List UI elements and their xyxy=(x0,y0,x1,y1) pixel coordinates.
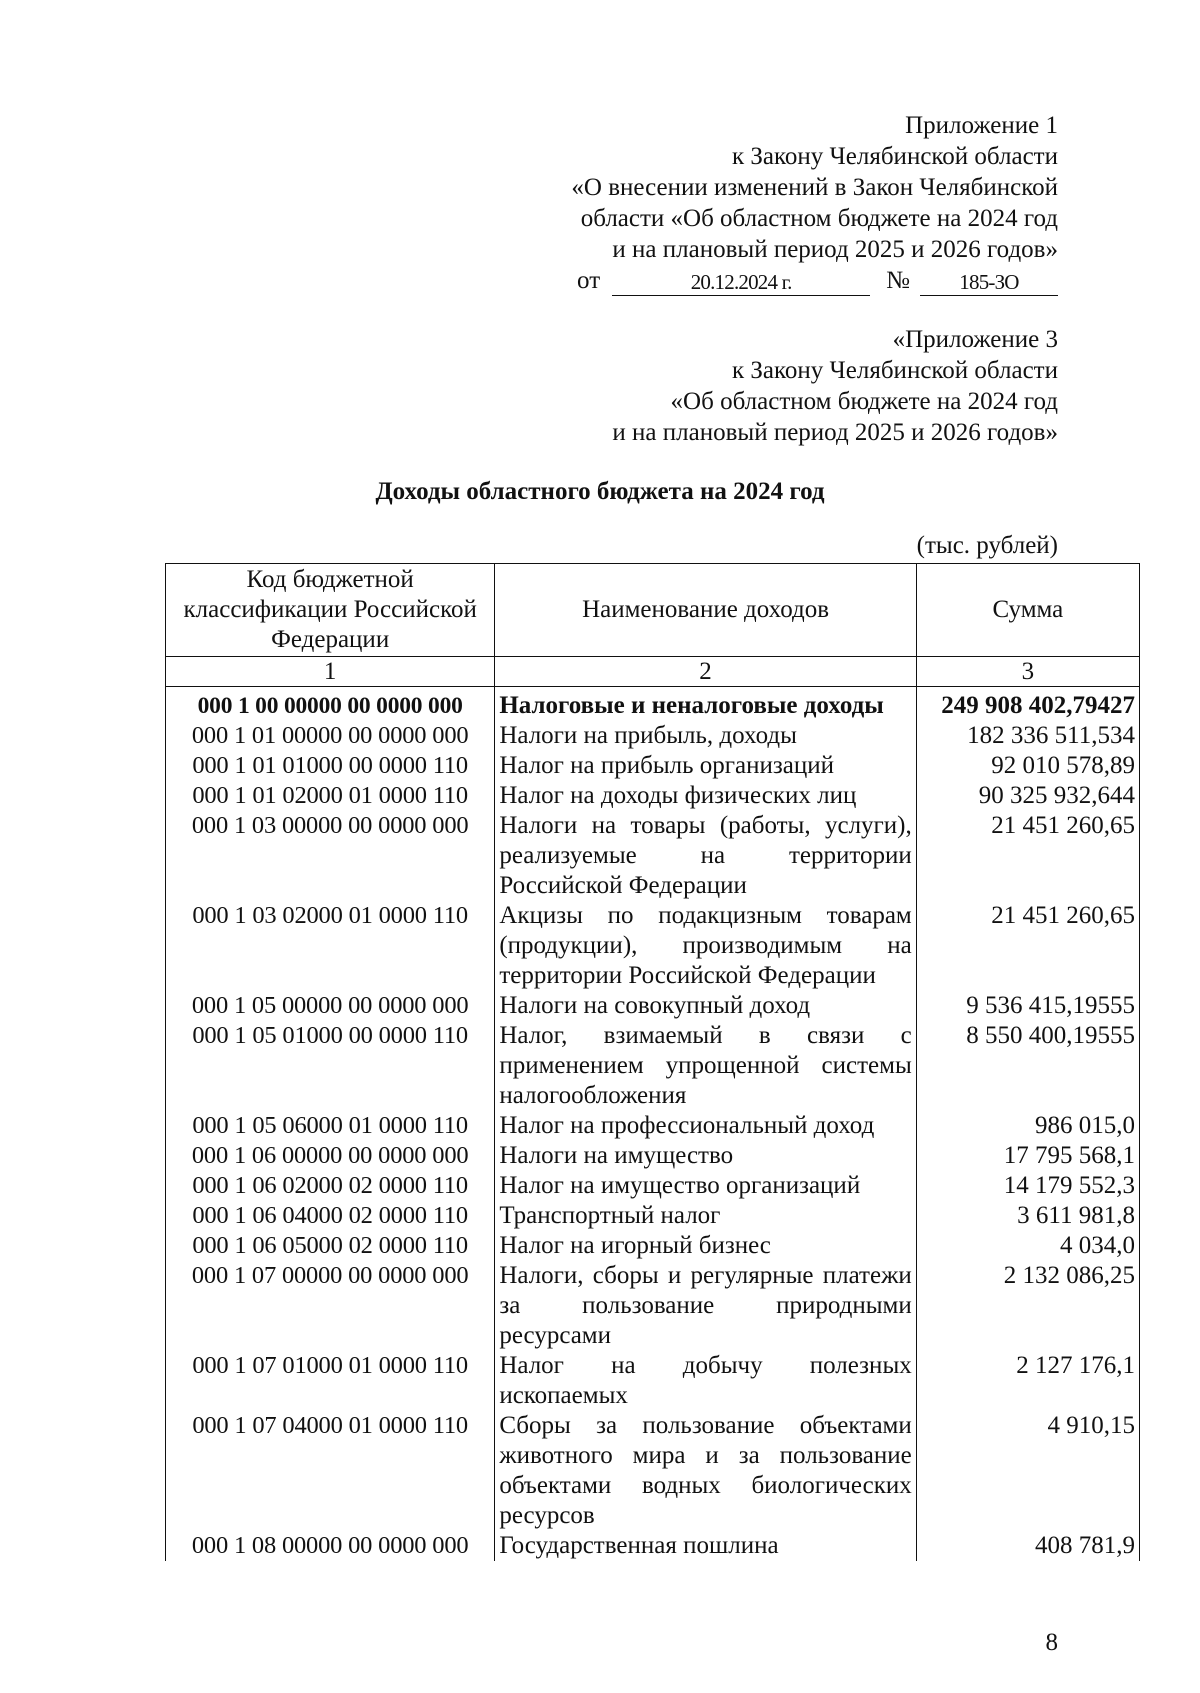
law-date: 20.12.2024 г. xyxy=(612,269,870,296)
appendix1-line: «О внесении изменений в Закон Челябинской xyxy=(571,174,1058,201)
appendix3-line: и на плановый период 2025 и 2026 годов» xyxy=(612,419,1058,446)
income-table xyxy=(165,563,1140,1561)
appendix1-line: Приложение 1 xyxy=(905,112,1058,139)
appendix3-header xyxy=(612,324,1058,448)
appendix1-line: и на плановый период 2025 и 2026 годов» xyxy=(612,236,1058,263)
row-sum: 4 034,0 xyxy=(916,1231,1139,1261)
table-row xyxy=(166,1351,1140,1411)
column-number: 2 xyxy=(495,657,916,687)
from-label: от xyxy=(577,267,601,294)
table-row xyxy=(166,1141,1140,1171)
column-number: 1 xyxy=(166,657,495,687)
table-row xyxy=(166,991,1140,1021)
table-row xyxy=(166,1111,1140,1141)
row-code: 000 1 03 00000 00 0000 000 xyxy=(166,811,495,901)
row-sum: 21 451 260,65 xyxy=(916,811,1139,901)
row-name: Налоги на имущество xyxy=(495,1141,916,1171)
table-row xyxy=(166,1171,1140,1201)
row-code: 000 1 06 02000 02 0000 110 xyxy=(166,1171,495,1201)
table-row xyxy=(166,811,1140,901)
number-label: № xyxy=(886,267,910,294)
table-header-row xyxy=(166,564,1140,657)
appendix1-line: к Закону Челябинской области xyxy=(732,143,1058,170)
appendix3-line: «Приложение 3 xyxy=(892,326,1058,353)
table-row xyxy=(166,901,1140,991)
row-sum: 986 015,0 xyxy=(916,1111,1139,1141)
header-sum: Сумма xyxy=(916,564,1139,657)
table-row xyxy=(166,751,1140,781)
row-name: Налоговые и неналоговые доходы xyxy=(495,687,916,722)
row-sum: 182 336 511,534 xyxy=(916,721,1139,751)
row-code: 000 1 01 00000 00 0000 000 xyxy=(166,721,495,751)
appendix1-line: области «Об областном бюджете на 2024 год xyxy=(580,205,1058,232)
row-sum: 249 908 402,79427 xyxy=(916,687,1139,722)
row-code: 000 1 01 01000 00 0000 110 xyxy=(166,751,495,781)
row-sum: 17 795 568,1 xyxy=(916,1141,1139,1171)
table-row xyxy=(166,1231,1140,1261)
row-name: Налог, взимаемый в связи с применением упрощенной системы налогообложения xyxy=(495,1021,916,1111)
row-code: 000 1 07 04000 01 0000 110 xyxy=(166,1411,495,1531)
row-sum: 4 910,15 xyxy=(916,1411,1139,1531)
appendix3-line: «Об областном бюджете на 2024 год xyxy=(670,388,1058,415)
row-name: Налоги на совокупный доход xyxy=(495,991,916,1021)
row-sum: 408 781,9 xyxy=(916,1531,1139,1561)
row-code: 000 1 06 05000 02 0000 110 xyxy=(166,1231,495,1261)
column-number: 3 xyxy=(916,657,1139,687)
row-name: Налоги на товары (работы, услуги), реализуемые на территории Российской Федерации xyxy=(495,811,916,901)
table-row xyxy=(166,1021,1140,1111)
table-row xyxy=(166,1261,1140,1351)
row-name: Транспортный налог xyxy=(495,1201,916,1231)
row-sum: 2 127 176,1 xyxy=(916,1351,1139,1411)
row-name: Государственная пошлина xyxy=(495,1531,916,1561)
row-sum: 21 451 260,65 xyxy=(916,901,1139,991)
row-sum: 8 550 400,19555 xyxy=(916,1021,1139,1111)
row-name: Налоги, сборы и регулярные платежи за пользование природными ресурсами xyxy=(495,1261,916,1351)
row-code: 000 1 06 00000 00 0000 000 xyxy=(166,1141,495,1171)
table-row xyxy=(166,1411,1140,1531)
table-body xyxy=(166,687,1140,1562)
units-label: (тыс. рублей) xyxy=(916,532,1058,559)
row-code: 000 1 05 01000 00 0000 110 xyxy=(166,1021,495,1111)
row-code: 000 1 06 04000 02 0000 110 xyxy=(166,1201,495,1231)
row-code: 000 1 07 00000 00 0000 000 xyxy=(166,1261,495,1351)
row-code: 000 1 08 00000 00 0000 000 xyxy=(166,1531,495,1561)
row-code: 000 1 07 01000 01 0000 110 xyxy=(166,1351,495,1411)
row-code: 000 1 00 00000 00 0000 000 xyxy=(166,687,495,722)
law-date-number-line xyxy=(571,265,1058,296)
row-name: Налог на добычу полезных ископаемых xyxy=(495,1351,916,1411)
document-title: Доходы областного бюджета на 2024 год xyxy=(375,478,825,505)
table-row xyxy=(166,781,1140,811)
row-sum: 92 010 578,89 xyxy=(916,751,1139,781)
row-code: 000 1 03 02000 01 0000 110 xyxy=(166,901,495,991)
row-name: Сборы за пользование объектами животного мира и за пользование объектами водных биологических ресурсов xyxy=(495,1411,916,1531)
row-sum: 3 611 981,8 xyxy=(916,1201,1139,1231)
row-code: 000 1 05 06000 01 0000 110 xyxy=(166,1111,495,1141)
row-name: Налог на прибыль организаций xyxy=(495,751,916,781)
table-row xyxy=(166,1201,1140,1231)
row-name: Налог на игорный бизнес xyxy=(495,1231,916,1261)
header-name: Наименование доходов xyxy=(495,564,916,657)
table-row xyxy=(166,1531,1140,1561)
page-number: 8 xyxy=(1045,1629,1058,1656)
row-sum: 14 179 552,3 xyxy=(916,1171,1139,1201)
row-name: Налог на профессиональный доход xyxy=(495,1111,916,1141)
row-sum: 2 132 086,25 xyxy=(916,1261,1139,1351)
row-name: Акцизы по подакцизным товарам (продукции), производимым на территории Российской Федерации xyxy=(495,901,916,991)
table-row xyxy=(166,721,1140,751)
header-code: Код бюджетной классификации Российской Федерации xyxy=(166,564,495,657)
table-row xyxy=(166,687,1140,722)
row-name: Налог на доходы физических лиц xyxy=(495,781,916,811)
row-sum: 9 536 415,19555 xyxy=(916,991,1139,1021)
row-sum: 90 325 932,644 xyxy=(916,781,1139,811)
appendix1-header xyxy=(571,110,1058,296)
law-number: 185-ЗО xyxy=(920,269,1058,296)
row-name: Налоги на прибыль, доходы xyxy=(495,721,916,751)
row-code: 000 1 05 00000 00 0000 000 xyxy=(166,991,495,1021)
column-number-row xyxy=(166,657,1140,687)
appendix3-line: к Закону Челябинской области xyxy=(732,357,1058,384)
row-name: Налог на имущество организаций xyxy=(495,1171,916,1201)
row-code: 000 1 01 02000 01 0000 110 xyxy=(166,781,495,811)
